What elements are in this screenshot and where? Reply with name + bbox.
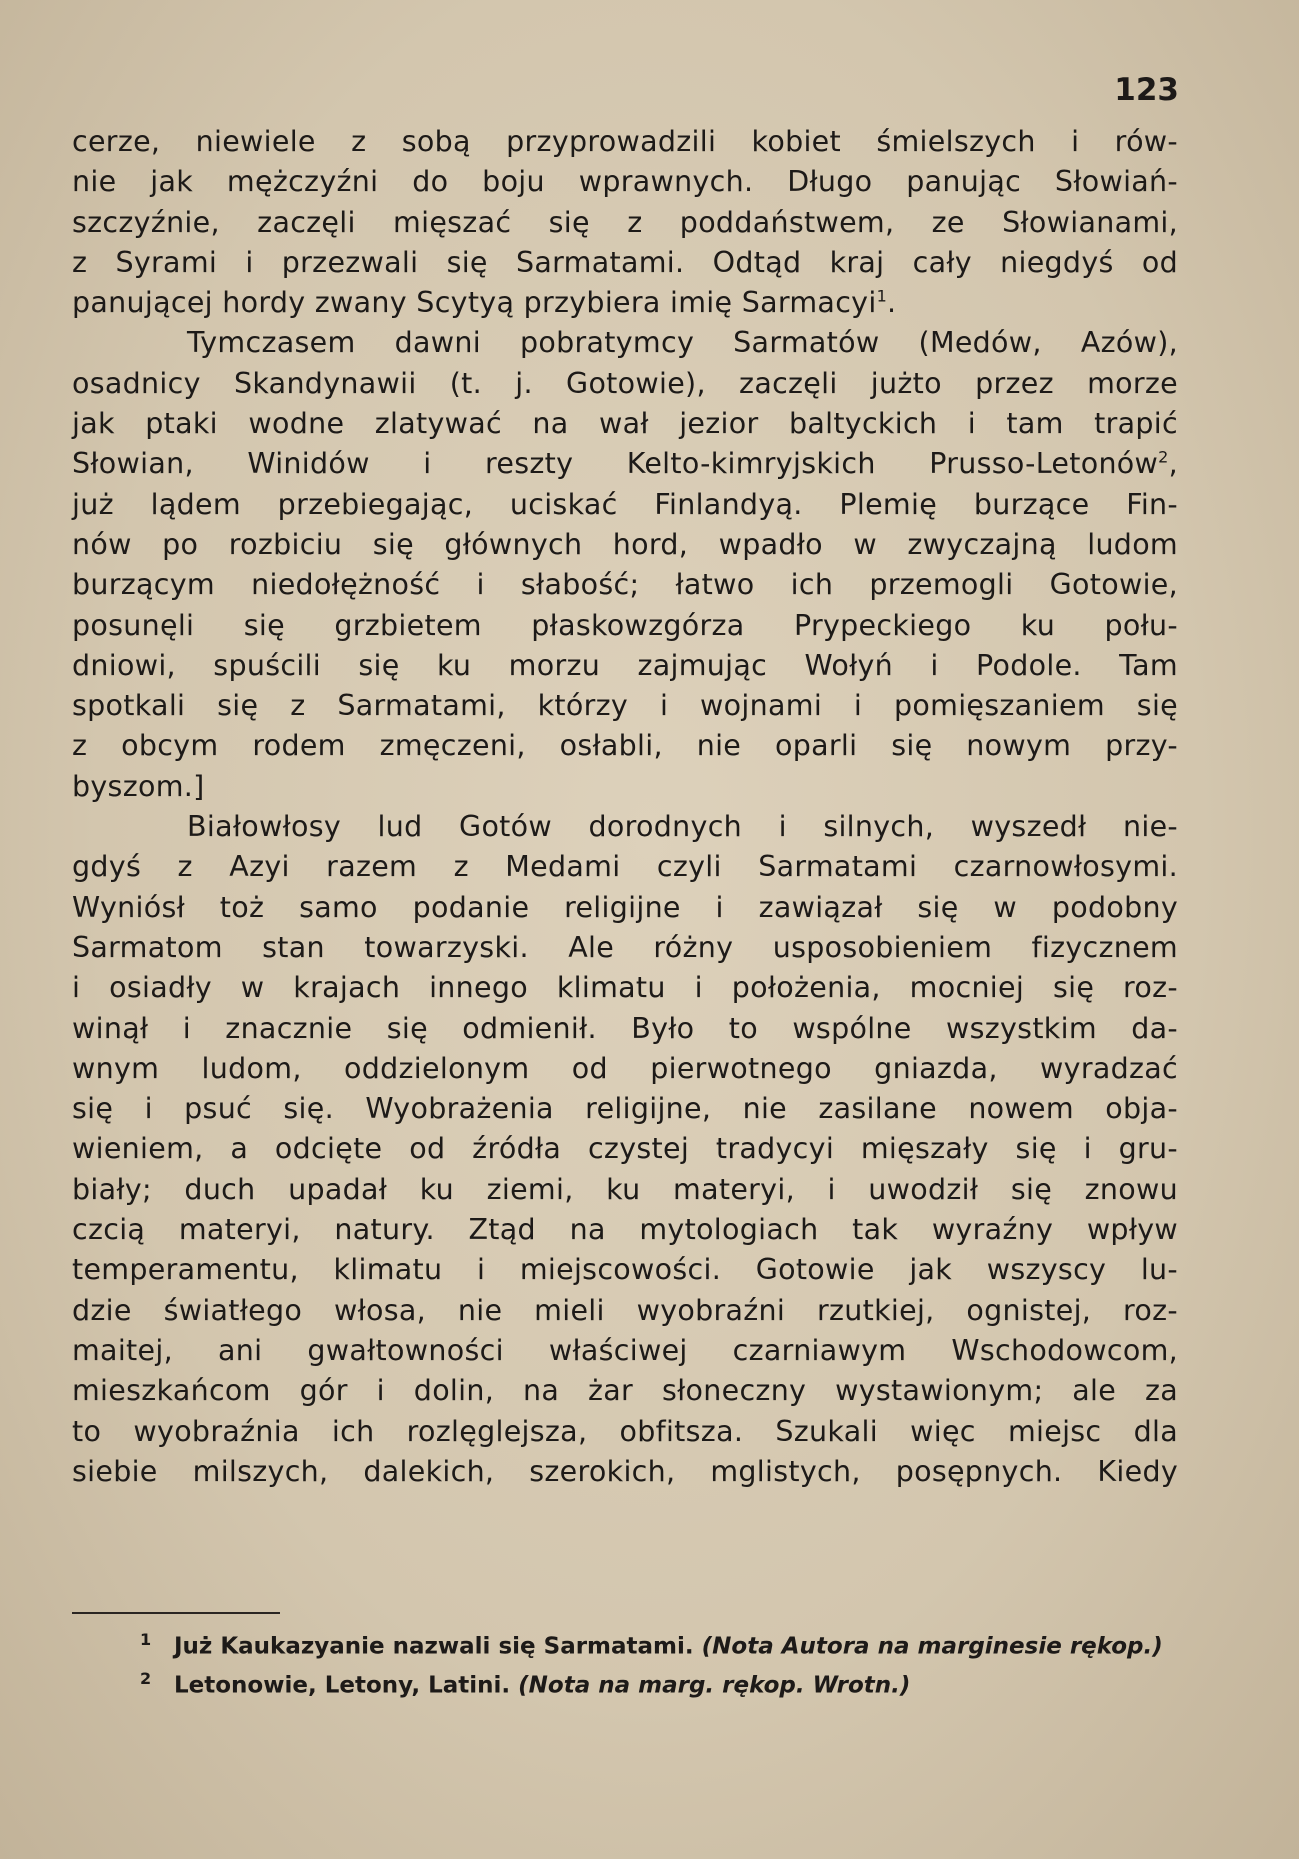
text-line: jak ptaki wodne zlatywać na wał jezior baltyckich i tam trapić — [72, 407, 1178, 441]
text-line: temperamentu, klimatu i miejscowości. Gotowie jak wszyscy lu- — [72, 1253, 1178, 1287]
footnote-mark: 2 — [140, 1668, 152, 1688]
text-line: wieniem, a odcięte od źródła czystej tradycyi mięszały się i gru- — [72, 1132, 1178, 1166]
text-line: i osiadły w krajach innego klimatu i położenia, mocniej się roz- — [72, 971, 1178, 1005]
footnote-mark: 1 — [140, 1630, 152, 1649]
text-line: Sarmatom stan towarzyski. Ale różny usposobieniem fizycznem — [72, 930, 1178, 964]
text-line: nów po rozbiciu się głównych hord, wpadło w zwyczajną ludom — [72, 527, 1178, 561]
text-line: nie jak mężczyźni do boju wprawnych. Długo panując Słowiań- — [72, 165, 1178, 199]
text-line: dzie światłego włosa, nie mieli wyobraźni rzutkiej, ognistej, roz- — [72, 1293, 1178, 1327]
footnote-ref: 1 — [876, 286, 888, 306]
text-line: biały; duch upadał ku ziemi, ku materyi, i uwodził się znowu — [72, 1172, 1178, 1206]
text-line: cerze, niewiele z sobą przyprowadzili kobiet śmielszych i rów- — [72, 125, 1178, 158]
text-line: się i psuć się. Wyobrażenia religijne, nie zasilane nowem obja- — [72, 1092, 1178, 1126]
text-line: posunęli się grzbietem płaskowzgórza Prypeckiego ku połu- — [72, 608, 1178, 642]
text-line: winął i znacznie się odmienił. Było to wspólne wszystkim da- — [72, 1011, 1178, 1045]
text-line: Tymczasem dawni pobratymcy Sarmatów (Medów, Azów), — [187, 326, 1178, 360]
text-line: już lądem przebiegając, uciskać Finlandyą. Plemię burzące Fin- — [72, 487, 1178, 521]
text-line: mieszkańcom gór i dolin, na żar słoneczny wystawionym; ale za — [72, 1374, 1178, 1408]
page-number: 123 — [1114, 72, 1179, 108]
body-text — [72, 122, 1178, 1492]
text-line: spotkali się z Sarmatami, którzy i wojnami i pomięszaniem się — [72, 689, 1178, 723]
footnote-text: Letonowie, Letony, Latini. — [174, 1672, 519, 1699]
footnotes — [140, 1624, 1163, 1701]
footnote-divider — [72, 1612, 280, 1614]
footnote-2 — [140, 1663, 1140, 1702]
text-line: czcią materyi, natury. Ztąd na mytologiach tak wyraźny wpływ — [72, 1213, 1178, 1247]
text-line: maitej, ani gwałtowności właściwej czarniawym Wschodowcom, — [72, 1333, 1178, 1367]
footnote-note: (Nota Autora na marginesie rękop.) — [701, 1633, 1163, 1660]
text-line: szczyźnie, zaczęli mięszać się z poddaństwem, ze Słowianami, — [72, 205, 1178, 239]
text-line-body: Słowian, Winidów i reszty Kelto-kimryjskich Prusso-Letonów — [72, 447, 1159, 481]
footnote-1 — [140, 1624, 1163, 1663]
text-line-tail: . — [887, 286, 897, 320]
text-line: dniowi, spuścili się ku morzu zajmując Wołyń i Podole. Tam — [72, 648, 1178, 682]
text-line: z obcym rodem zmęczeni, osłabli, nie oparli się nowym przy- — [72, 729, 1178, 763]
text-line: z Syrami i przezwali się Sarmatami. Odtąd kraj cały niegdyś od — [72, 245, 1178, 279]
text-line — [72, 444, 1178, 484]
footnote-text: Już Kaukazyanie nazwali się Sarmatami. — [174, 1633, 702, 1660]
footnote-ref: 2 — [1158, 447, 1169, 467]
text-line: to wyobraźnia ich rozlęglejsza, obfitsza. Szukali więc miejsc dla — [72, 1414, 1178, 1448]
text-line: burzącym niedołężność i słabość; łatwo ich przemogli Gotowie, — [72, 568, 1178, 602]
text-line-tail: , — [1168, 447, 1178, 481]
text-line: gdyś z Azyi razem z Medami czyli Sarmatami czarnowłosymi. — [72, 850, 1178, 884]
footnote-note: (Nota na marg. rękop. Wrotn.) — [518, 1672, 911, 1699]
text-line-body: panującej hordy zwany Scytyą przybiera imię Sarmacyi — [72, 286, 877, 320]
text-line: byszom.] — [72, 769, 205, 803]
text-line: Wyniósł toż samo podanie religijne i zawiązał się w podobny — [72, 890, 1178, 924]
text-line — [72, 283, 1178, 323]
text-line: wnym ludom, oddzielonym od pierwotnego gniazda, wyradzać — [72, 1051, 1178, 1085]
text-line: osadnicy Skandynawii (t. j. Gotowie), zaczęli jużto przez morze — [72, 366, 1178, 400]
text-line: siebie milszych, dalekich, szerokich, mglistych, posępnych. Kiedy — [72, 1454, 1178, 1488]
text-line: Białowłosy lud Gotów dorodnych i silnych, wyszedł nie- — [187, 810, 1178, 844]
